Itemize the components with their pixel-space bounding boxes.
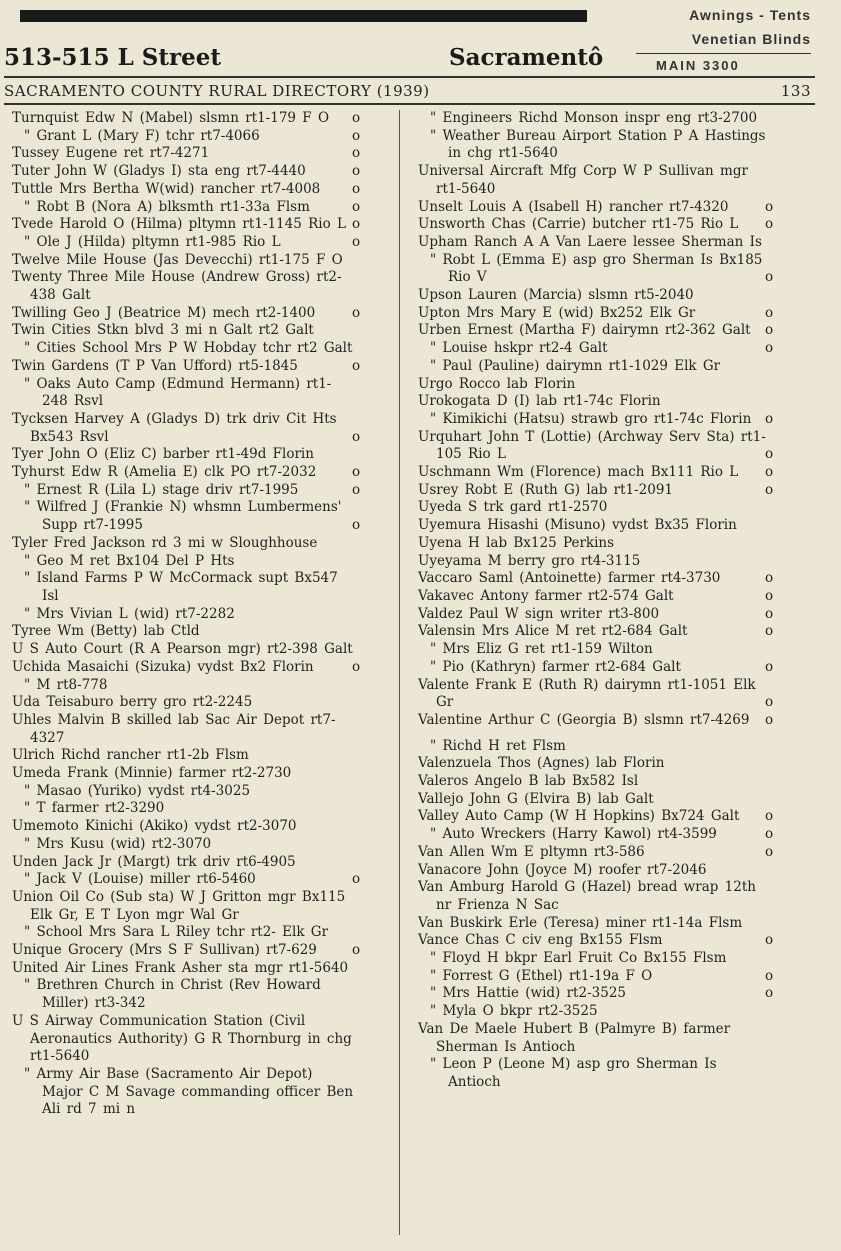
directory-entry <box>418 163 783 198</box>
directory-entry: Tuttle Mrs Bertha W(wid) rancher rt7-4008 o <box>12 180 361 197</box>
directory-entry <box>12 924 370 942</box>
directory-entry <box>418 862 783 880</box>
entry-text: Tuter John W (Gladys I) sta eng rt7-4440 <box>12 163 306 180</box>
entry-text: " Forrest G (Ethel) rt1-19a F O <box>430 967 653 984</box>
entry-text: Uda Teisaburo berry gro rt2-2245 <box>12 694 253 711</box>
entry-text: Twin Cities Stkn blvd 3 mi n Galt rt2 Galt <box>12 322 314 339</box>
directory-entry: Twin Gardens (T P Van Ufford) rt5-1845 o <box>12 357 361 374</box>
entry-text: " Auto Wreckers (Harry Kawol) rt4-3599 <box>430 826 717 843</box>
directory-entry <box>12 694 370 712</box>
entry-text: Tyler Fred Jackson rd 3 mi w Sloughhouse <box>12 534 318 551</box>
entry-text: Urgo Rocco lab Florin <box>418 375 576 392</box>
entry-text: Valentine Arthur C (Georgia B) slsmn rt7-4269 <box>418 711 750 728</box>
entry-text: Twilling Geo J (Beatrice M) mech rt2-1400 <box>12 304 316 321</box>
directory-entry: Vance Chas C civ eng Bx155 Flsm o <box>418 932 774 949</box>
entry-text: Valdez Paul W sign writer rt3-800 <box>418 605 660 622</box>
entry-text: Unselt Louis A (Isabell H) rancher rt7-4320 <box>418 198 729 215</box>
entry-text: " Robt B (Nora A) blksmth rt1-33a Flsm <box>24 198 310 215</box>
directory-entry: " Mrs Hattie (wid) rt2-3525 o <box>430 985 774 1002</box>
entry-text: Turnquist Edw N (Mabel) slsmn rt1-179 F O <box>12 110 330 126</box>
directory-entry: Urben Ernest (Martha F) dairymn rt2-362 Galt o <box>418 322 774 339</box>
directory-entry: " Grant L (Mary F) tchr rt7-4066 o <box>24 127 361 144</box>
entry-text: Tussey Eugene ret rt7-4271 <box>12 145 210 162</box>
entry-text: United Air Lines Frank Asher sta mgr rt1-5640 <box>12 959 349 976</box>
entry-text: Uhles Malvin B skilled lab Sac Air Depot rt7-4327 <box>12 711 336 746</box>
directory-entry <box>12 252 370 270</box>
entry-text: " Kimikichi (Hatsu) strawb gro rt1-74c Florin <box>430 410 752 427</box>
directory-entry <box>418 110 783 128</box>
header-rule-bar <box>20 10 587 22</box>
entry-text: " Brethren Church in Christ (Rev Howard Miller) rt3-342 <box>24 977 321 1012</box>
directory-entry <box>12 836 370 854</box>
directory-entry <box>418 915 783 933</box>
entry-text: Valensin Mrs Alice M ret rt2-684 Galt <box>418 623 688 640</box>
entry-text: Universal Aircraft Mfg Corp W P Sullivan mgr rt1-5640 <box>418 163 748 197</box>
entry-text: Urokogata D (I) lab rt1-74c Florin <box>418 393 661 410</box>
entry-text: Unden Jack Jr (Margt) trk driv rt6-4905 <box>12 853 296 870</box>
entry-text: " Robt L (Emma E) asp gro Sherman Is Bx185 Rio V <box>430 251 763 286</box>
page-number: 133 <box>780 82 811 100</box>
entry-text: Usrey Robt E (Ruth G) lab rt1-2091 <box>418 481 674 498</box>
entry-text: " Masao (Yuriko) vydst rt4-3025 <box>24 782 251 799</box>
directory-entry <box>12 340 370 358</box>
entry-text: Unique Grocery (Mrs S F Sullivan) rt7-629 <box>12 942 317 959</box>
entry-text: Umeda Frank (Minnie) farmer rt2-2730 <box>12 765 292 782</box>
city-name: Sacramentô <box>449 44 604 71</box>
entry-text: " Richd H ret Flsm <box>430 737 566 754</box>
directory-entry <box>418 553 783 571</box>
entry-text: Tyer John O (Eliz C) barber rt1-49d Florin <box>12 446 314 463</box>
entry-text: " Island Farms P W McCormack supt Bx547 Isl <box>24 570 338 604</box>
directory-entry <box>12 606 370 624</box>
entry-text: Ulrich Richd rancher rt1-2b Flsm <box>12 747 249 764</box>
entry-text: Van Buskirk Erle (Teresa) miner rt1-14a Flsm <box>418 914 743 931</box>
entry-text: " Mrs Kusu (wid) rt2-3070 <box>24 835 212 852</box>
directory-entry: " Ole J (Hilda) pltymn rt1-985 Rio L o <box>24 233 361 250</box>
directory-entry: Twilling Geo J (Beatrice M) mech rt2-1400 o <box>12 304 361 321</box>
directory-entry <box>418 879 783 914</box>
entry-text: Twelve Mile House (Jas Devecchi) rt1-175 F O <box>12 251 343 268</box>
entry-text: Vanacore John (Joyce M) roofer rt7-2046 <box>418 861 707 878</box>
directory-entry <box>12 783 370 801</box>
directory-entry: Turnquist Edw N (Mabel) slsmn rt1-179 F O o <box>12 110 361 126</box>
entry-text: Valente Frank E (Ruth R) dairymn rt1-1051 Elk Gr <box>418 676 756 711</box>
directory-entry: " Auto Wreckers (Harry Kawol) rt4-3599 o <box>430 826 774 843</box>
entry-text: Uchida Masaichi (Sizuka) vydst Bx2 Florin <box>12 658 314 675</box>
directory-entry: Urquhart John T (Lottie) (Archway Serv Sta) rt1-105 Rio L o <box>418 428 774 463</box>
directory-entry <box>12 889 370 924</box>
directory-entry <box>12 977 370 1012</box>
entry-text: " Louise hskpr rt2-4 Galt <box>430 340 608 357</box>
left-column <box>12 110 370 1119</box>
column-divider <box>399 110 400 1235</box>
entry-text: " Engineers Richd Monson inspr eng rt3-2700 <box>430 110 758 126</box>
directory-entry: " Jack V (Louise) miller rt6-5460 o <box>24 871 361 888</box>
directory-header <box>4 82 811 102</box>
directory-entry <box>418 738 783 756</box>
entry-text: " Pio (Kathryn) farmer rt2-684 Galt <box>430 658 681 675</box>
entry-text: Vakavec Antony farmer rt2-574 Galt <box>418 587 674 604</box>
directory-entry <box>12 960 370 978</box>
directory-entry: Tyhurst Edw R (Amelia E) clk PO rt7-2032 o <box>12 464 361 481</box>
directory-entry <box>12 570 370 605</box>
directory-entry: " Kimikichi (Hatsu) strawb gro rt1-74c Florin o <box>430 410 774 427</box>
entry-text: " Mrs Hattie (wid) rt2-3525 <box>430 985 626 1002</box>
entry-text: " Mrs Vivian L (wid) rt7-2282 <box>24 605 235 622</box>
directory-entry <box>12 1066 370 1119</box>
entry-text: " Floyd H bkpr Earl Fruit Co Bx155 Flsm <box>430 950 727 967</box>
directory-entry <box>418 641 783 659</box>
street-address: 513-515 L Street <box>4 44 221 71</box>
entry-text: Valenzuela Thos (Agnes) lab Florin <box>418 755 665 772</box>
directory-entry <box>418 358 783 376</box>
entry-text: Tyree Wm (Betty) lab Ctld <box>12 623 200 640</box>
directory-entry <box>12 854 370 872</box>
ad-phone: MAIN 3300 <box>636 53 811 78</box>
header-divider <box>4 103 815 105</box>
directory-entry: Valensin Mrs Alice M ret rt2-684 Galt o <box>418 623 774 640</box>
directory-entry <box>12 535 370 553</box>
entry-text: Upson Lauren (Marcia) slsmn rt5-2040 <box>418 287 694 304</box>
entry-text: " Oaks Auto Camp (Edmund Hermann) rt1-248 Rsvl <box>24 375 332 410</box>
entry-text: Tvede Harold O (Hilma) pltymn rt1-1145 Rio L <box>12 216 346 233</box>
entry-text: " Wilfred J (Frankie N) whsmn Lumbermens' Supp rt7-1995 <box>24 499 342 534</box>
entry-text: Vallejo John G (Elvira B) lab Galt <box>418 790 654 807</box>
entry-text: " Ole J (Hilda) pltymn rt1-985 Rio L <box>24 233 281 250</box>
entry-text: " T farmer rt2-3290 <box>24 800 165 817</box>
directory-entry <box>418 393 783 411</box>
directory-entry: Unsworth Chas (Carrie) butcher rt1-75 Rio L o <box>418 216 774 233</box>
directory-entry: Uschmann Wm (Florence) mach Bx111 Rio L o <box>418 464 774 481</box>
directory-entry <box>12 641 370 659</box>
directory-title: SACRAMENTO COUNTY RURAL DIRECTORY (1939) <box>4 82 430 100</box>
directory-entry: Tuter John W (Gladys I) sta eng rt7-4440 o <box>12 163 361 180</box>
entry-text: Unsworth Chas (Carrie) butcher rt1-75 Rio L <box>418 216 739 233</box>
directory-entry: Usrey Robt E (Ruth G) lab rt1-2091 o <box>418 481 774 498</box>
directory-entry: Tycksen Harvey A (Gladys D) trk driv Cit Hts Bx543 Rsvl o <box>12 410 361 445</box>
entry-text: " Cities School Mrs P W Hobday tchr rt2 Galt <box>24 340 353 357</box>
ad-line-1: Awnings - Tents <box>689 7 811 23</box>
directory-entry <box>12 818 370 836</box>
entry-text: " Leon P (Leone M) asp gro Sherman Is Antioch <box>430 1056 717 1090</box>
right-column <box>418 110 783 1092</box>
header-divider <box>4 76 815 78</box>
directory-entry: " Forrest G (Ethel) rt1-19a F O o <box>430 967 774 984</box>
entry-text: Van Amburg Harold G (Hazel) bread wrap 12th nr Frienza N Sac <box>418 879 756 913</box>
entry-text: Uyeda S trk gard rt1-2570 <box>418 499 608 516</box>
directory-entry <box>418 517 783 535</box>
directory-entry <box>418 1003 783 1021</box>
directory-entry <box>418 1021 783 1056</box>
entry-text: " Jack V (Louise) miller rt6-5460 <box>24 871 256 888</box>
entry-text: " Ernest R (Lila L) stage driv rt7-1995 <box>24 481 299 498</box>
directory-entry: Vaccaro Saml (Antoinette) farmer rt4-3730 o <box>418 570 774 587</box>
entry-text: Vaccaro Saml (Antoinette) farmer rt4-3730 <box>418 570 721 587</box>
directory-entry: " Ernest R (Lila L) stage driv rt7-1995 o <box>24 481 361 498</box>
directory-entry <box>12 269 370 304</box>
directory-entry <box>12 376 370 411</box>
awnings-advertisement <box>636 3 811 78</box>
entry-text: " School Mrs Sara L Riley tchr rt2- Elk Gr <box>24 924 329 941</box>
directory-entry: " Robt L (Emma E) asp gro Sherman Is Bx185 Rio V o <box>430 251 774 286</box>
directory-entry <box>12 712 370 747</box>
entry-text: Urben Ernest (Martha F) dairymn rt2-362 Galt <box>418 322 751 339</box>
ad-line-2: Venetian Blinds <box>691 31 811 47</box>
entry-text: " Myla O bkpr rt2-3525 <box>430 1003 598 1020</box>
entry-text: " Paul (Pauline) dairymn rt1-1029 Elk Gr <box>430 357 721 374</box>
entry-text: Van Allen Wm E pltymn rt3-586 <box>418 843 645 860</box>
entry-text: Van De Maele Hubert B (Palmyre B) farmer Sherman Is Antioch <box>418 1020 731 1055</box>
entry-text: Tycksen Harvey A (Gladys D) trk driv Cit Hts Bx543 Rsvl <box>12 410 337 445</box>
directory-entry: Valentine Arthur C (Georgia B) slsmn rt7-4269 o <box>418 711 774 728</box>
directory-entry <box>418 128 783 163</box>
directory-entry: Upton Mrs Mary E (wid) Bx252 Elk Gr o <box>418 304 774 321</box>
entry-text: " Grant L (Mary F) tchr rt7-4066 <box>24 127 260 144</box>
directory-entry <box>418 376 783 394</box>
directory-entry <box>12 747 370 765</box>
entry-text: " M rt8-778 <box>24 676 108 693</box>
directory-entry: Vakavec Antony farmer rt2-574 Galt o <box>418 587 774 604</box>
entry-text: Union Oil Co (Sub sta) W J Gritton mgr Bx115 Elk Gr, E T Lyon mgr Wal Gr <box>12 888 346 923</box>
directory-entry <box>12 322 370 340</box>
entry-text: Uyeyama M berry gro rt4-3115 <box>418 552 641 569</box>
directory-entry: Unique Grocery (Mrs S F Sullivan) rt7-629 o <box>12 942 361 959</box>
directory-entry: " Robt B (Nora A) blksmth rt1-33a Flsm o <box>24 198 361 215</box>
entry-text: " Geo M ret Bx104 Del P Hts <box>24 552 235 569</box>
directory-entry: " Louise hskpr rt2-4 Galt o <box>430 340 774 357</box>
entry-text: Upham Ranch A A Van Laere lessee Sherman Is <box>418 233 762 250</box>
directory-entry <box>12 677 370 695</box>
entry-text: Vance Chas C civ eng Bx155 Flsm <box>418 932 663 949</box>
directory-entry <box>418 234 783 252</box>
entry-text: Tyhurst Edw R (Amelia E) clk PO rt7-2032 <box>12 464 317 481</box>
directory-entry: Unselt Louis A (Isabell H) rancher rt7-4320 o <box>418 198 774 215</box>
entry-text: Upton Mrs Mary E (wid) Bx252 Elk Gr <box>418 304 696 321</box>
directory-entry <box>418 791 783 809</box>
directory-entry: Valdez Paul W sign writer rt3-800 o <box>418 605 774 622</box>
entry-text: " Mrs Eliz G ret rt1-159 Wilton <box>430 641 653 658</box>
directory-entry <box>12 623 370 641</box>
entry-text: Valley Auto Camp (W H Hopkins) Bx724 Galt <box>418 808 740 825</box>
directory-entry: Valley Auto Camp (W H Hopkins) Bx724 Galt o <box>418 808 774 825</box>
directory-entry <box>418 287 783 305</box>
entry-text: Uyemura Hisashi (Misuno) vydst Bx35 Florin <box>418 517 737 534</box>
directory-entry <box>12 446 370 464</box>
entry-text: Twin Gardens (T P Van Ufford) rt5-1845 <box>12 357 298 374</box>
directory-entry <box>418 950 783 968</box>
entry-text: " Army Air Base (Sacramento Air Depot) Major C M Savage commanding officer Ben Ali rd 7 mi n <box>24 1065 354 1118</box>
entry-text: Umemoto Kinichi (Akiko) vydst rt2-3070 <box>12 818 297 835</box>
directory-entry <box>12 1013 370 1066</box>
directory-entry <box>12 765 370 783</box>
directory-entry <box>418 535 783 553</box>
entry-text: U S Auto Court (R A Pearson mgr) rt2-398 Galt <box>12 641 353 658</box>
entry-text: Uyena H lab Bx125 Perkins <box>418 534 615 551</box>
directory-entry: Tvede Harold O (Hilma) pltymn rt1-1145 Rio L o <box>12 216 361 233</box>
directory-entry: " Wilfred J (Frankie N) whsmn Lumbermens' Supp rt7-1995 o <box>24 499 361 534</box>
entry-text: Valeros Angelo B lab Bx582 Isl <box>418 773 639 790</box>
entry-text: Tuttle Mrs Bertha W(wid) rancher rt7-4008 <box>12 180 321 197</box>
directory-entry: Valente Frank E (Ruth R) dairymn rt1-1051 Elk Gr o <box>418 676 774 711</box>
directory-entry <box>418 499 783 517</box>
directory-entry <box>12 800 370 818</box>
entry-text: Urquhart John T (Lottie) (Archway Serv Sta) rt1-105 Rio L <box>418 428 766 463</box>
directory-entry: Uchida Masaichi (Sizuka) vydst Bx2 Florin o <box>12 658 361 675</box>
entry-text: " Weather Bureau Airport Station P A Hastings in chg rt1-5640 <box>430 127 766 162</box>
directory-entry <box>418 755 783 773</box>
directory-entry <box>418 1056 783 1091</box>
entry-text: Twenty Three Mile House (Andrew Gross) rt2-438 Galt <box>12 269 342 304</box>
directory-entry: Van Allen Wm E pltymn rt3-586 o <box>418 843 774 860</box>
entry-text: U S Airway Communication Station (Civil Aeronautics Authority) G R Thornburg in chg rt1-5640 <box>12 1012 352 1065</box>
entry-text: Uschmann Wm (Florence) mach Bx111 Rio L <box>418 464 739 481</box>
directory-entry: Tussey Eugene ret rt7-4271 o <box>12 145 361 162</box>
directory-entry: " Pio (Kathryn) farmer rt2-684 Galt o <box>430 658 774 675</box>
directory-entry <box>418 773 783 791</box>
directory-entry <box>12 553 370 571</box>
